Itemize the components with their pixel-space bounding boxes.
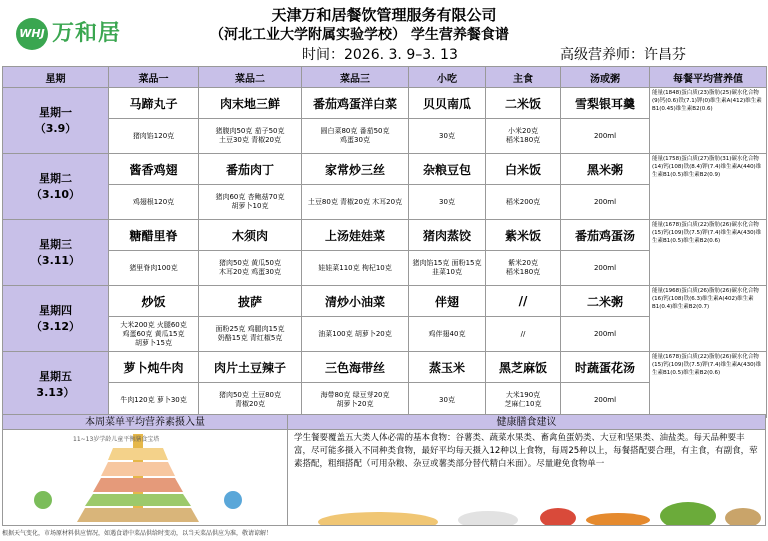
col-header-dish2: 菜品二 [199, 67, 302, 88]
dish-name: 番茄肉丁 [199, 154, 302, 185]
day-label: 星期一 [39, 105, 72, 119]
nutrition-value: 能量(1758)蛋白质(27)脂肪(31)碳水化合物(14)钙(108)铁(8.4)钾(7.4)维生素A(440)维生素B1(0.5)维生素B2(0.9) [650, 154, 767, 220]
ingredient-cell: // [486, 317, 561, 352]
ingredient-cell: 30克 [409, 185, 486, 220]
ingredient-cell: 面粉25克 鸡腿肉15克 奶酪15克 青红椒5克 [199, 317, 302, 352]
ingredient-cell: 200ml [561, 251, 650, 286]
tomato-icon [540, 508, 576, 526]
food-pyramid-panel [2, 430, 288, 526]
day-cell [3, 352, 109, 418]
dish-name: 杂粮豆包 [409, 154, 486, 185]
dish-name: 披萨 [199, 286, 302, 317]
day-date: （3.11） [30, 253, 81, 267]
dish-name: 时蔬蛋花汤 [561, 352, 650, 383]
nutrition-value: 能量(1968)蛋白质(26)脂肪(26)碳水化合物(16)钙(108)铁(6.3)维生素A(402)维生素B1(0.4)维生素B2(0.7) [650, 286, 767, 352]
dish-name: 酱香鸡翅 [109, 154, 199, 185]
figure-icon [34, 491, 52, 509]
col-header-staple: 主食 [486, 67, 561, 88]
ingredient-cell: 200ml [561, 185, 650, 220]
pyramid-tier-dairy [101, 462, 175, 476]
dish-name: 肉末地三鲜 [199, 88, 302, 119]
garlic-icon [458, 511, 518, 526]
ingredient-cell: 娃娃菜110克 枸杞10克 [302, 251, 409, 286]
page-header [0, 0, 768, 64]
dish-name: 木须肉 [199, 220, 302, 251]
nutrition-value: 能量(1678)蛋白质(22)脂肪(26)碳水化合物(15)钙(109)铁(7.5)钾(7.4)维生素A(430)维生素B1(0.5)维生素B2(0.6) [650, 352, 767, 418]
advice-text: 学生餐要覆盖五大类人体必需的基本食物：谷薯类、蔬菜水果类、畜禽鱼蛋奶类、大豆和坚果类、油盐类。每天品种要丰富，尽可能多摄入不同种类食物，最好平均每天摄入12种以上食物，每周25种以上，每餐搭配要合理，有主食，有副食，荤素搭配，粗细搭配（可用杂粮、杂豆或薯类部分替代精白米面）。尽量避免食物单一 [294, 433, 758, 469]
ingredient-cell: 猪肉馅120克 [109, 119, 199, 154]
bottom-section [2, 414, 766, 526]
logo-mark: WHJ [16, 18, 48, 50]
broccoli-icon [660, 502, 716, 526]
ingredient-cell: 大米190克 芝麻仁10克 [486, 383, 561, 418]
dish-name: 黑芝麻饭 [486, 352, 561, 383]
nutrition-value: 能量(1848)蛋白质(23)脂肪(25)碳水化合物(9)钙(0.6)铁(7.1)钾(0)维生素A(412)维生素B1(0.45)维生素B2(0.6) [650, 88, 767, 154]
advice-panel [288, 430, 766, 526]
col-header-nutrition: 每餐平均营养值 [650, 67, 767, 88]
ingredient-cell: 猪里脊肉100克 [109, 251, 199, 286]
dish-name: 二米粥 [561, 286, 650, 317]
col-header-dish1: 菜品一 [109, 67, 199, 88]
company-name: 天津万和居餐饮管理服务有限公司 [271, 6, 497, 24]
day-label: 星期五 [39, 369, 72, 383]
food-pyramid-illustration [3, 430, 287, 524]
ingredient-cell: 猪腹肉50克 茄子50克 土豆30克 青椒20克 [199, 119, 302, 154]
dish-name: 番茄鸡蛋洋白菜 [302, 88, 409, 119]
day-date: 3.13） [36, 385, 75, 399]
ingredient-cell: 30克 [409, 383, 486, 418]
table-header-row [3, 67, 767, 88]
ingredient-cell: 鸡伴翅40克 [409, 317, 486, 352]
dish-name: 上汤娃娃菜 [302, 220, 409, 251]
ingredient-cell: 鸡翅根120克 [109, 185, 199, 220]
col-header-day: 星期 [3, 67, 109, 88]
dish-name: 家常炒三丝 [302, 154, 409, 185]
table-row [3, 88, 767, 119]
dish-name: 马蹄丸子 [109, 88, 199, 119]
dish-name: 三色海带丝 [302, 352, 409, 383]
table-row [3, 154, 767, 185]
ingredient-cell: 200ml [561, 119, 650, 154]
dish-name: 清炒小油菜 [302, 286, 409, 317]
date-line: 时间：2026. 3. 9–3. 13 [302, 47, 458, 63]
logo-text: 万和居 [52, 20, 122, 46]
pyramid-title: 11~13岁学龄儿童平衡膳食宝塔 [73, 436, 160, 443]
mushroom-icon [725, 508, 761, 526]
ingredient-cell: 猪肉馅15克 面粉15克 韭菜10克 [409, 251, 486, 286]
dish-name: 黑米粥 [561, 154, 650, 185]
day-date: （3.10） [30, 187, 81, 201]
ingredient-cell: 小米20克 稻米180克 [486, 119, 561, 154]
dish-name: 糖醋里脊 [109, 220, 199, 251]
ingredient-cell: 油菜100克 胡萝卜20克 [302, 317, 409, 352]
nutrition-value: 能量(1678)蛋白质(22)脂肪(26)碳水化合物(15)钙(109)铁(7.5)钾(7.4)维生素A(430)维生素B1(0.5)维生素B2(0.6) [650, 220, 767, 286]
ingredient-cell: 30克 [409, 119, 486, 154]
dish-name: 伴翅 [409, 286, 486, 317]
table-row [3, 286, 767, 317]
col-header-snack: 小吃 [409, 67, 486, 88]
dish-name: 贝贝南瓜 [409, 88, 486, 119]
diet-advice-title: 健康膳食建议 [288, 414, 766, 430]
pyramid-tier-grain [77, 508, 199, 522]
dish-name: 炒饭 [109, 286, 199, 317]
day-cell [3, 220, 109, 286]
pyramid-tier-oil [108, 448, 168, 460]
ingredient-cell: 200ml [561, 317, 650, 352]
table-row [3, 352, 767, 383]
day-label: 星期四 [39, 303, 72, 317]
bread-icon [318, 512, 438, 526]
col-header-dish3: 菜品三 [302, 67, 409, 88]
col-header-soup: 汤或粥 [561, 67, 650, 88]
table-row [3, 220, 767, 251]
day-cell [3, 154, 109, 220]
pyramid-tier-veg [85, 494, 191, 506]
dish-name: 肉片土豆辣子 [199, 352, 302, 383]
dish-name: 猪肉蒸饺 [409, 220, 486, 251]
dish-name: 蒸玉米 [409, 352, 486, 383]
day-label: 星期三 [39, 237, 72, 251]
ingredient-cell: 圆白菜80克 番茄50克 鸡蛋30克 [302, 119, 409, 154]
dish-name: 二米饭 [486, 88, 561, 119]
ingredient-cell: 200ml [561, 383, 650, 418]
ingredient-cell: 土豆80克 青椒20克 木耳20克 [302, 185, 409, 220]
ingredient-cell: 牛肉120克 萝卜30克 [109, 383, 199, 418]
ingredient-cell: 猪肉50克 土豆80克 青椒20克 [199, 383, 302, 418]
menu-table [2, 66, 767, 418]
day-date: （3.12） [30, 319, 81, 333]
ingredient-cell: 猪肉60克 杏鲍菇70克 胡萝卜10克 [199, 185, 302, 220]
figure-icon [224, 491, 242, 509]
vegetable-illustration [288, 430, 766, 526]
day-cell [3, 286, 109, 352]
day-cell [3, 88, 109, 154]
footnote: 根据天气变化，市场原材料供应情况，如遇食谱中菜品供给时变动，以当天菜品供应为准，敬请谅解！ [2, 530, 273, 537]
ingredient-cell: 海带80克 绿豆芽20克 胡萝卜20克 [302, 383, 409, 418]
school-line: （河北工业大学附属实验学校） 学生营养餐食谱 [210, 27, 509, 43]
ingredient-cell: 大米200克 火腿60克 鸡蛋60克 黄瓜15克 胡萝卜15克 [109, 317, 199, 352]
day-label: 星期二 [39, 171, 72, 185]
dish-name: 番茄鸡蛋汤 [561, 220, 650, 251]
dish-name: // [486, 286, 561, 317]
dish-name: 萝卜炖牛肉 [109, 352, 199, 383]
ingredient-cell: 紫米20克 稻米180克 [486, 251, 561, 286]
nutritionist: 高级营养师：许昌芬 [560, 47, 686, 63]
day-date: （3.9） [34, 121, 77, 135]
dish-name: 白米饭 [486, 154, 561, 185]
dish-name: 紫米饭 [486, 220, 561, 251]
ingredient-cell: 猪肉50克 黄瓜50克 木耳20克 鸡蛋30克 [199, 251, 302, 286]
dish-name: 雪梨银耳羹 [561, 88, 650, 119]
ingredient-cell: 稻米200克 [486, 185, 561, 220]
carrot-icon [586, 513, 650, 526]
pyramid-tier-meat [93, 478, 183, 492]
nutrition-intake-title: 本周菜单平均营养素摄入量 [2, 414, 288, 430]
